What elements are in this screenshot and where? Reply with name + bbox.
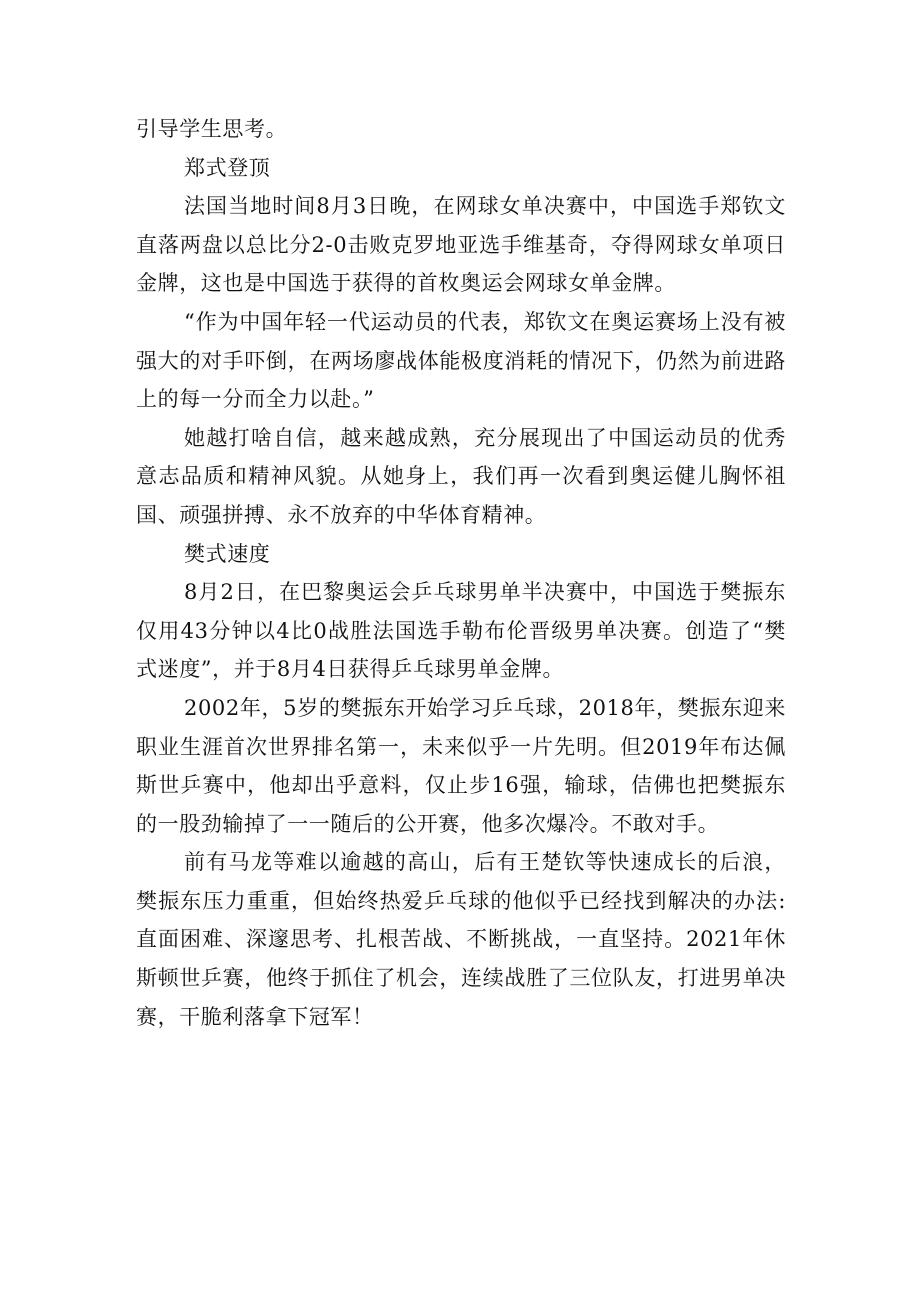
paragraph-fan-semifinal: 8月2日，在巴黎奥运会乒乓球男单半决赛中，中国选于樊振东仅用43分钟以4比0战胜法国选手勒布伦晋级男单决赛。创造了“樊式迷度”，并于8月4日获得乒乓球男单金牌。 [136, 580, 786, 682]
section-heading-fan: 樊式速度 [184, 541, 271, 566]
paragraph-intro-end: 引导学生思考。 [136, 117, 288, 141]
section-heading-zheng: 郑式登顶 [184, 155, 271, 180]
paragraph-fan-career: 2002年，5岁的樊振东开始学习乒乓球，2018年，樊振东迎来职业生涯首次世界排名第一，未来似乎一片先明。但2019年布达佩斯世乒赛中，他却出乎意料，仅止步16强，输球，佶佛也把樊振东的一股劲输掉了一一随后的公开赛，他多次爆冷。不敢对手。 [136, 695, 786, 836]
paragraph-fan-pressure: 前有马龙等难以逾越的高山，后有王楚钦等快速成长的后浪，樊振东压力重重，但始终热爱乒乓球的他似乎已经找到解决的办法:直面困难、深邃思考、扎根苦战、不断挑战，一直坚持。2021年休斯顿世乒赛，他终于抓住了机会，连续战胜了三位队友，打进男单决赛，干脆利落拿下冠军！ [136, 850, 786, 1029]
document-body [136, 110, 786, 1036]
quote-zheng-spirit: “作为中国年轻一代运动员的代表，郑钦文在奥运赛场上没有被强大的对手吓倒，在两场廖战体能极度消耗的情况下，仍然为前进路上的每一分而全力以赴。” [136, 309, 786, 412]
paragraph-zheng-final: 法国当地时间8月3日晚，在网球女单决赛中，中国选手郑钦文直落两盘以总比分2-0击败克罗地亚选手维基奇，夺得网球女单项日金牌，这也是中国选于获得的首枚奥运会网球女单金牌。 [136, 194, 786, 296]
paragraph-zheng-confidence: 她越打啥自信，越来越成熟，充分展现出了中国运动员的优秀意志品质和精神风貌。从她身上，我们再一次看到奥运健儿胸怀祖国、顽强拼搏、永不放弃的中华体育精神。 [136, 425, 786, 527]
